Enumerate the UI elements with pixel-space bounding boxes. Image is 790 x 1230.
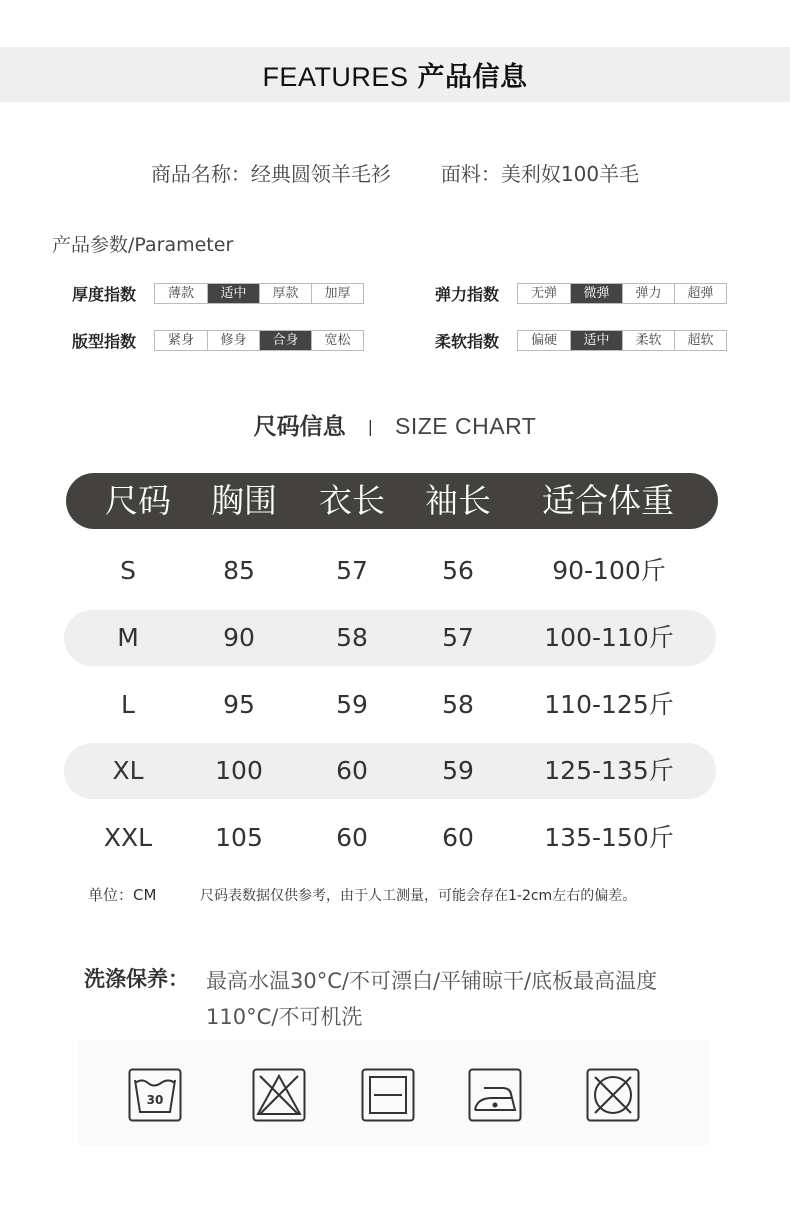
scale-option: 修身 xyxy=(207,331,259,350)
cell-size: XXL xyxy=(103,823,153,852)
care-line-1: 最高水温30°C/不可漂白/平铺晾干/底板最高温度 xyxy=(206,969,658,993)
cell-size: XL xyxy=(112,756,144,785)
title-chinese: 产品信息 xyxy=(417,62,528,93)
scale-option-selected: 适中 xyxy=(570,331,622,350)
header-weight: 适合体重 xyxy=(542,481,674,520)
care-line-2: 110°C/不可机洗 xyxy=(206,1005,363,1029)
scale-option: 加厚 xyxy=(311,284,363,303)
scale-option: 超弹 xyxy=(674,284,726,303)
table-row xyxy=(64,677,716,733)
cell-length: 58 xyxy=(336,623,368,652)
header-chest: 胸围 xyxy=(211,481,277,520)
iron-low-icon xyxy=(468,1068,522,1122)
header-size: 尺码 xyxy=(105,481,171,520)
scale-option: 紧身 xyxy=(167,333,194,348)
table-row xyxy=(64,810,716,866)
param-scale xyxy=(154,283,364,304)
table-row xyxy=(64,543,716,599)
param-elasticity xyxy=(435,282,727,305)
cell-sleeve: 57 xyxy=(442,623,474,652)
scale-option: 柔软 xyxy=(622,331,674,350)
cell-chest: 85 xyxy=(223,556,255,585)
cell-sleeve: 56 xyxy=(442,556,474,585)
scale-option-selected: 合身 xyxy=(259,331,311,350)
scale-option: 无弹 xyxy=(530,286,557,301)
table-row xyxy=(64,743,716,799)
cell-sleeve: 58 xyxy=(442,690,474,719)
table-row xyxy=(64,610,716,666)
param-softness xyxy=(435,329,727,352)
care-label: 洗涤保养： xyxy=(84,967,189,991)
cell-length: 59 xyxy=(336,690,368,719)
fabric-value: 美利奴100羊毛 xyxy=(500,162,640,186)
unit-note: 单位：CM xyxy=(88,886,157,904)
product-name-value: 经典圆领羊毛衫 xyxy=(250,162,391,186)
param-scale xyxy=(517,330,727,351)
cell-weight: 100-110斤 xyxy=(544,623,674,652)
title-english: FEATURES xyxy=(262,62,409,92)
cell-size: M xyxy=(117,623,139,652)
cell-chest: 105 xyxy=(215,823,263,852)
cell-weight: 135-150斤 xyxy=(544,823,674,852)
product-name xyxy=(151,158,391,187)
param-label: 弹力指数 xyxy=(435,285,500,304)
cell-chest: 90 xyxy=(223,623,255,652)
cell-sleeve: 59 xyxy=(442,756,474,785)
wash-30-icon xyxy=(128,1068,182,1122)
cell-weight: 90-100斤 xyxy=(552,556,666,585)
size-chart-title xyxy=(0,408,790,441)
param-label: 厚度指数 xyxy=(72,285,137,304)
param-scale xyxy=(517,283,727,304)
scale-option: 厚款 xyxy=(259,284,311,303)
size-title-chinese: 尺码信息 xyxy=(253,414,346,440)
scale-option: 弹力 xyxy=(622,284,674,303)
title-separator: | xyxy=(367,417,374,436)
cell-weight: 110-125斤 xyxy=(544,690,674,719)
size-table-header xyxy=(66,473,718,529)
scale-option: 薄款 xyxy=(167,286,194,301)
size-title-english: SIZE CHART xyxy=(395,413,537,439)
scale-option: 超软 xyxy=(674,331,726,350)
param-label: 版型指数 xyxy=(72,332,137,351)
scale-option-selected: 微弹 xyxy=(570,284,622,303)
scale-option: 偏硬 xyxy=(530,333,557,348)
cell-sleeve: 60 xyxy=(442,823,474,852)
features-banner xyxy=(0,47,790,102)
cell-length: 60 xyxy=(336,756,368,785)
cell-length: 57 xyxy=(336,556,368,585)
care-instructions xyxy=(206,963,726,1035)
product-fabric xyxy=(441,158,639,187)
param-fit xyxy=(72,329,364,352)
no-bleach-icon xyxy=(252,1068,306,1122)
wash-temp-label: 30 xyxy=(146,1093,164,1107)
header-length: 衣长 xyxy=(319,481,385,520)
product-info-line xyxy=(0,158,790,187)
scale-option: 宽松 xyxy=(311,331,363,350)
param-scale xyxy=(154,330,364,351)
cell-chest: 100 xyxy=(215,756,263,785)
param-label: 柔软指数 xyxy=(435,332,500,351)
fabric-label: 面料： xyxy=(440,162,501,186)
product-name-label: 商品名称： xyxy=(150,162,251,186)
cell-weight: 125-135斤 xyxy=(544,756,674,785)
dry-flat-icon xyxy=(361,1068,415,1122)
no-machine-wash-icon xyxy=(586,1068,640,1122)
cell-length: 60 xyxy=(336,823,368,852)
page-title xyxy=(262,55,527,94)
measurement-disclaimer: 尺码表数据仅供参考，由于人工测量，可能会存在1-2cm左右的偏差。 xyxy=(200,888,637,904)
cell-size: S xyxy=(120,556,136,585)
param-thickness xyxy=(72,282,364,305)
cell-size: L xyxy=(121,690,135,719)
header-sleeve: 袖长 xyxy=(425,481,491,520)
scale-option-selected: 适中 xyxy=(207,284,259,303)
parameter-heading: 产品参数/Parameter xyxy=(52,234,234,256)
cell-chest: 95 xyxy=(223,690,255,719)
